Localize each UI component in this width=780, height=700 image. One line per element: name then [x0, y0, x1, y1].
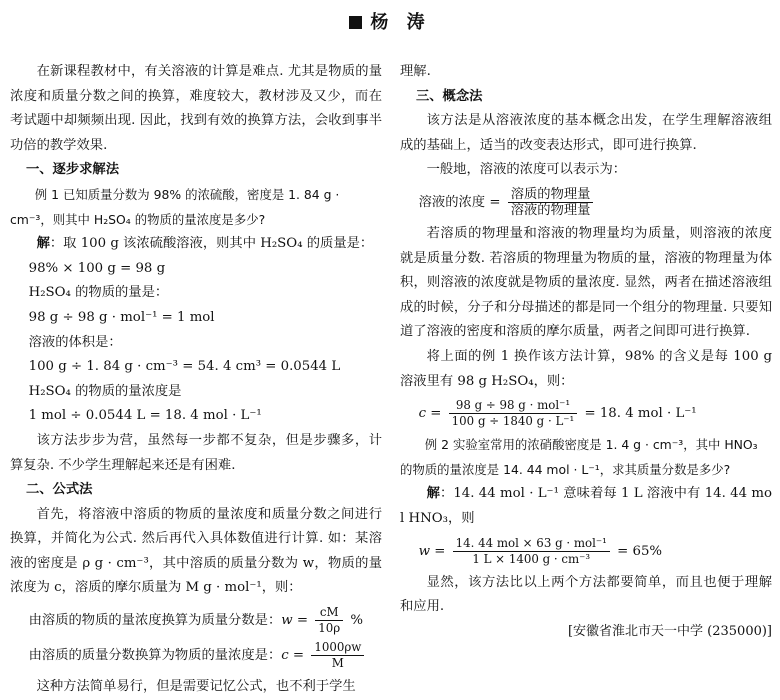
- paragraph-conclusion: 显然，该方法比以上两个方法都要简单，而且也便于理解和应用.: [400, 574, 772, 615]
- solution-text: ：取 100 g 该浓硫酸溶液，则其中 H₂SO₄ 的质量是：: [49, 236, 374, 252]
- section-2-title: 二、公式法: [25, 482, 93, 498]
- definition-formula: [400, 187, 772, 218]
- formula-1-fraction: [315, 605, 343, 636]
- paragraph-method-1: 该方法步步为营，虽然每一步都不复杂，但是步骤多，计算复杂. 不少学生理解起来还是有困难.: [10, 432, 382, 473]
- formula-2-fraction: [311, 640, 364, 671]
- section-1-title: 一、逐步求解法: [25, 162, 120, 178]
- formula-1-label: 由溶质的物质的量浓度换算为质量分数是：: [28, 613, 282, 629]
- definition-numerator: 溶质的物理量: [508, 187, 594, 203]
- left-column: [10, 60, 382, 700]
- article-header: [0, 8, 780, 34]
- solution-2: [400, 482, 772, 531]
- formula-3-denominator: 100 g ÷ 1840 g · L⁻¹: [451, 414, 575, 429]
- formula-4-denominator: 1 L × 1400 g · cm⁻³: [472, 551, 591, 566]
- formula-2-label: 由溶质的质量分数换算为物质的量浓度是：: [28, 648, 282, 664]
- formula-1-numerator: cM: [315, 605, 343, 621]
- formula-3: [400, 398, 772, 429]
- formula-3-lhs: c =: [418, 406, 442, 422]
- solution-label: 解: [36, 236, 50, 252]
- formula-4: [400, 536, 772, 567]
- equation-4: 1 mol ÷ 0.0544 L = 18. 4 mol · L⁻¹: [28, 408, 262, 424]
- formula-2-lhs: c =: [281, 648, 305, 664]
- formula-1-denominator: 10ρ: [318, 621, 341, 636]
- definition-lhs: 溶液的浓度 =: [418, 194, 501, 210]
- step-text-2: H₂SO₄ 的物质的量是：: [28, 285, 169, 301]
- equation-2: 98 g ÷ 98 g · mol⁻¹ = 1 mol: [28, 309, 215, 325]
- formula-4-fraction: [453, 536, 610, 567]
- paragraph-explanation: 若溶质的物理量和溶液的物理量均为质量，则溶液的浓度就是质量分数. 若溶质的物理量为物质的量，溶液的物理量为体积，则溶液的浓度就是物质的量浓度. 显然，两者在描述溶液组成的时候，分子和分母描述的都是同一个组分的物理量. 只要知道了溶液的密度和溶质的摩尔质量，两者之间即可进行换算.: [400, 225, 772, 340]
- paragraph-general: 一般地，溶液的浓度可以表示为：: [426, 162, 627, 178]
- equation-1: 98% × 100 g = 98 g: [28, 260, 166, 276]
- formula-2-numerator: 1000ρw: [311, 640, 364, 656]
- solution-2-label: 解: [426, 486, 440, 502]
- formula-3-rhs: = 18. 4 mol · L⁻¹: [584, 406, 697, 422]
- example-2: 例 2 实验室常用的浓硝酸密度是 1. 4 g · cm⁻³，其中 HNO₃ 的物质的量浓度是 14. 44 mol · L⁻¹，求其质量分数是多少?: [400, 437, 758, 477]
- formula-1-unit: %: [350, 613, 364, 629]
- paragraph-method-2-end: 这种方法简单易行，但是需要记忆公式，也不利于学生: [36, 679, 356, 695]
- continuation-text: 理解.: [400, 64, 431, 79]
- paragraph-example-1-redo: 将上面的例 1 换作该方法计算，98% 的含义是每 100 g 溶液里有 98 g H₂SO₄，则：: [400, 348, 772, 389]
- intro-paragraph: 在新课程教材中，有关溶液的计算是难点. 尤其是物质的量浓度和质量分数之间的换算，难度较大，教材涉及又少，而在考试题中却频频出现. 因此，找到有效的换算方法，会收到事半功倍的教学效果.: [10, 64, 382, 153]
- formula-2: [10, 640, 382, 671]
- solution-1: [10, 232, 382, 257]
- right-column: [400, 60, 772, 644]
- definition-denominator: 溶液的物理量: [510, 202, 591, 218]
- equation-3: 100 g ÷ 1. 84 g · cm⁻³ = 54. 4 cm³ = 0.0544 L: [28, 359, 341, 375]
- paragraph-method-2: 首先，将溶液中溶质的物质的量浓度和质量分数之间进行换算，并简化为公式. 然后再代入具体数值进行计算. 如：某溶液的密度是 ρ g · cm⁻³，其中溶质的质量分数为 w，物质的量浓度为 c，溶质的摩尔质量为 M g · mol⁻¹，则：: [10, 506, 382, 596]
- section-3-title: 三、概念法: [415, 88, 483, 104]
- formula-1: [10, 605, 382, 636]
- definition-fraction: [508, 187, 594, 218]
- formula-4-numerator: 14. 44 mol × 63 g · mol⁻¹: [453, 536, 610, 552]
- formula-3-fraction: [449, 398, 578, 429]
- solution-2-text: ：14. 44 mol · L⁻¹ 意味着每 1 L 溶液中有 14. 44 mol HNO₃，则: [400, 486, 772, 526]
- step-text-4: H₂SO₄ 的物质的量浓度是: [28, 383, 182, 399]
- example-1: 例 1 已知质量分数为 98% 的浓硫酸，密度是 1. 84 g · cm⁻³，则其中 H₂SO₄ 的物质的量浓度是多少?: [10, 186, 340, 227]
- author-name: 杨 涛: [370, 12, 431, 33]
- formula-2-denominator: M: [331, 656, 344, 671]
- paragraph-method-3: 该方法是从溶液浓度的基本概念出发，在学生理解溶液组成的基础上，适当的改变表达形式，即可进行换算.: [400, 113, 772, 153]
- formula-3-numerator: 98 g ÷ 98 g · mol⁻¹: [449, 398, 578, 414]
- black-square-icon: [349, 16, 362, 29]
- formula-4-rhs: = 65%: [617, 543, 663, 559]
- author-affiliation: [安徽省淮北市天一中学 (235000)]: [567, 623, 772, 639]
- step-text-3: 溶液的体积是：: [28, 334, 122, 350]
- formula-4-lhs: w =: [418, 543, 446, 559]
- formula-1-lhs: w =: [281, 613, 308, 629]
